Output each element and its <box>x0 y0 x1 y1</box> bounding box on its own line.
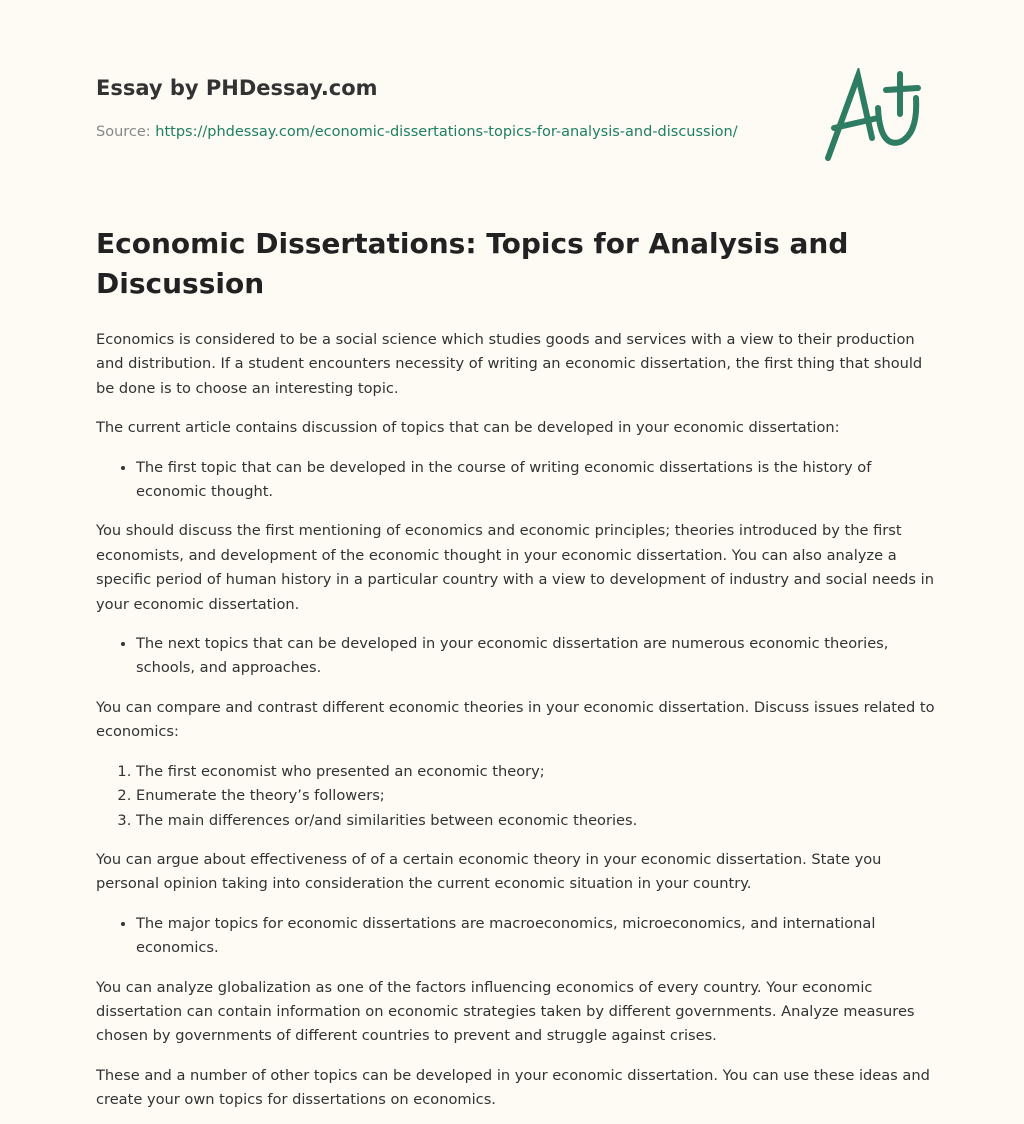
source-link[interactable]: https://phdessay.com/economic-dissertations-topics-for-analysis-and-discussion/ <box>155 124 738 140</box>
paragraph: These and a number of other topics can be developed in your economic dissertation. You can use these ideas and create your own topics for dissertations on economics. <box>96 1066 930 1109</box>
brand-title: Essay by PHDessay.com <box>96 76 378 100</box>
numbered-list <box>96 760 936 833</box>
list-item: • The major topics for economic dissertations are macroeconomics, microeconomics, and international economics. <box>136 912 936 961</box>
source-label: Source: <box>96 124 156 140</box>
paragraph: You should discuss the first mentioning of economics and economic principles; theories introduced by the first economists, and development of the economic thought in your economic dissertation. You can also analyze a specific period of human history in a particular country with a view to development of industry and social needs in your economic dissertation. <box>96 522 934 613</box>
paragraph: You can compare and contrast different economic theories in your economic dissertation. Discuss issues related to economics: <box>96 698 935 741</box>
bullet-list <box>96 632 936 681</box>
list-item: 3. The main differences or/and similarities between economic theories. <box>136 809 936 833</box>
paragraph: The current article contains discussion of topics that can be developed in your economic dissertation: <box>96 419 840 437</box>
list-item: 2. Enumerate the theory’s followers; <box>136 784 936 808</box>
paragraph: You can analyze globalization as one of the factors influencing economics of every country. Your economic dissertation can contain information on economic strategies taken by different governments. Analyze measures chosen by governments of different countries to prevent and struggle against crises. <box>96 978 915 1045</box>
list-item: • The next topics that can be developed in your economic dissertation are numerous economic theories, schools, and approaches. <box>136 632 936 681</box>
list-item: 1. The first economist who presented an economic theory; <box>136 760 936 784</box>
bullet-list <box>96 912 936 961</box>
source-line <box>96 124 738 140</box>
bullet-list <box>96 456 936 505</box>
list-item: • The first topic that can be developed in the course of writing economic dissertations is the history of economic thought. <box>136 456 936 505</box>
article <box>96 224 936 1124</box>
paragraph: You can argue about effectiveness of of a certain economic theory in your economic dissertation. State you personal opinion taking into consideration the current economic situation in your country. <box>96 850 882 893</box>
a-plus-logo-icon <box>820 68 930 168</box>
article-title: Economic Dissertations: Topics for Analysis and Discussion <box>96 227 849 300</box>
paragraph: Economics is considered to be a social science which studies goods and services with a view to their production and distribution. If a student encounters necessity of writing an economic dissertation, the first thing that should be done is to choose an interesting topic. <box>96 331 923 397</box>
